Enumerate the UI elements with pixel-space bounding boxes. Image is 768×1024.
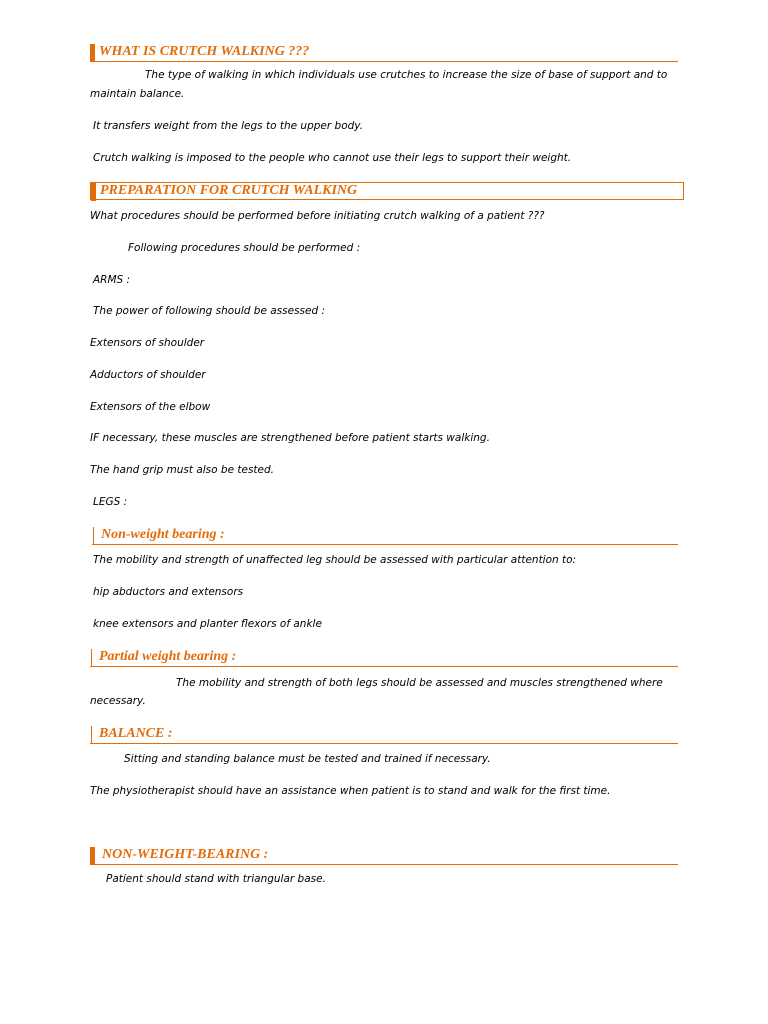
paragraph: It transfers weight from the legs to the upper body. <box>93 120 364 132</box>
heading-balance <box>90 726 678 744</box>
heading-text: Non-weight bearing : <box>101 527 225 542</box>
heading-accent-bar <box>93 527 94 545</box>
heading-partial-weight-bearing <box>90 649 678 667</box>
paragraph: Crutch walking is imposed to the people who cannot use their legs to support their weight. <box>93 152 572 164</box>
heading-text: Partial weight bearing : <box>99 649 237 664</box>
paragraph: The power of following should be assessed : <box>93 305 326 317</box>
heading-accent-bar <box>91 649 92 667</box>
paragraph: Extensors of shoulder <box>90 337 205 349</box>
paragraph: Following procedures should be performed : <box>128 242 361 254</box>
paragraph: Sitting and standing balance must be tested and trained if necessary. <box>124 753 491 765</box>
paragraph: necessary. <box>90 695 146 707</box>
paragraph: Adductors of shoulder <box>90 369 206 381</box>
heading-underline <box>90 666 678 667</box>
paragraph: maintain balance. <box>90 88 185 100</box>
heading-underline <box>92 544 678 545</box>
paragraph: The type of walking in which individuals use crutches to increase the size of base of support and to <box>145 69 668 81</box>
heading-accent-bar <box>91 183 96 201</box>
heading-text: NON-WEIGHT-BEARING : <box>102 847 269 862</box>
paragraph: hip abductors and extensors <box>93 586 244 598</box>
paragraph: The physiotherapist should have an assistance when patient is to stand and walk for the first time. <box>90 785 611 797</box>
heading-text: WHAT IS CRUTCH WALKING ??? <box>99 44 310 59</box>
heading-non-weight-bearing-caps <box>90 847 678 865</box>
heading-accent-bar <box>91 726 92 744</box>
heading-underline <box>90 61 678 62</box>
heading-text: BALANCE : <box>99 726 173 741</box>
paragraph: IF necessary, these muscles are strengthened before patient starts walking. <box>90 432 490 444</box>
heading-accent-bar <box>90 44 95 62</box>
heading-underline <box>90 743 678 744</box>
paragraph: ARMS : <box>93 274 131 286</box>
paragraph: Extensors of the elbow <box>90 401 211 413</box>
paragraph: knee extensors and planter flexors of ankle <box>93 618 322 630</box>
paragraph: The mobility and strength of unaffected leg should be assessed with particular attention to: <box>93 554 577 566</box>
paragraph: The mobility and strength of both legs should be assessed and muscles strengthened where <box>176 677 663 689</box>
paragraph: What procedures should be performed before initiating crutch walking of a patient ??? <box>90 210 545 222</box>
heading-underline <box>90 864 678 865</box>
paragraph: Patient should stand with triangular base. <box>106 873 326 885</box>
paragraph: The hand grip must also be tested. <box>90 464 274 476</box>
heading-accent-bar <box>90 847 95 865</box>
heading-text: PREPARATION FOR CRUTCH WALKING <box>100 183 358 198</box>
paragraph: LEGS : <box>93 496 128 508</box>
heading-what-is-crutch-walking <box>90 44 678 62</box>
heading-non-weight-bearing <box>92 527 678 545</box>
heading-preparation <box>90 182 684 200</box>
